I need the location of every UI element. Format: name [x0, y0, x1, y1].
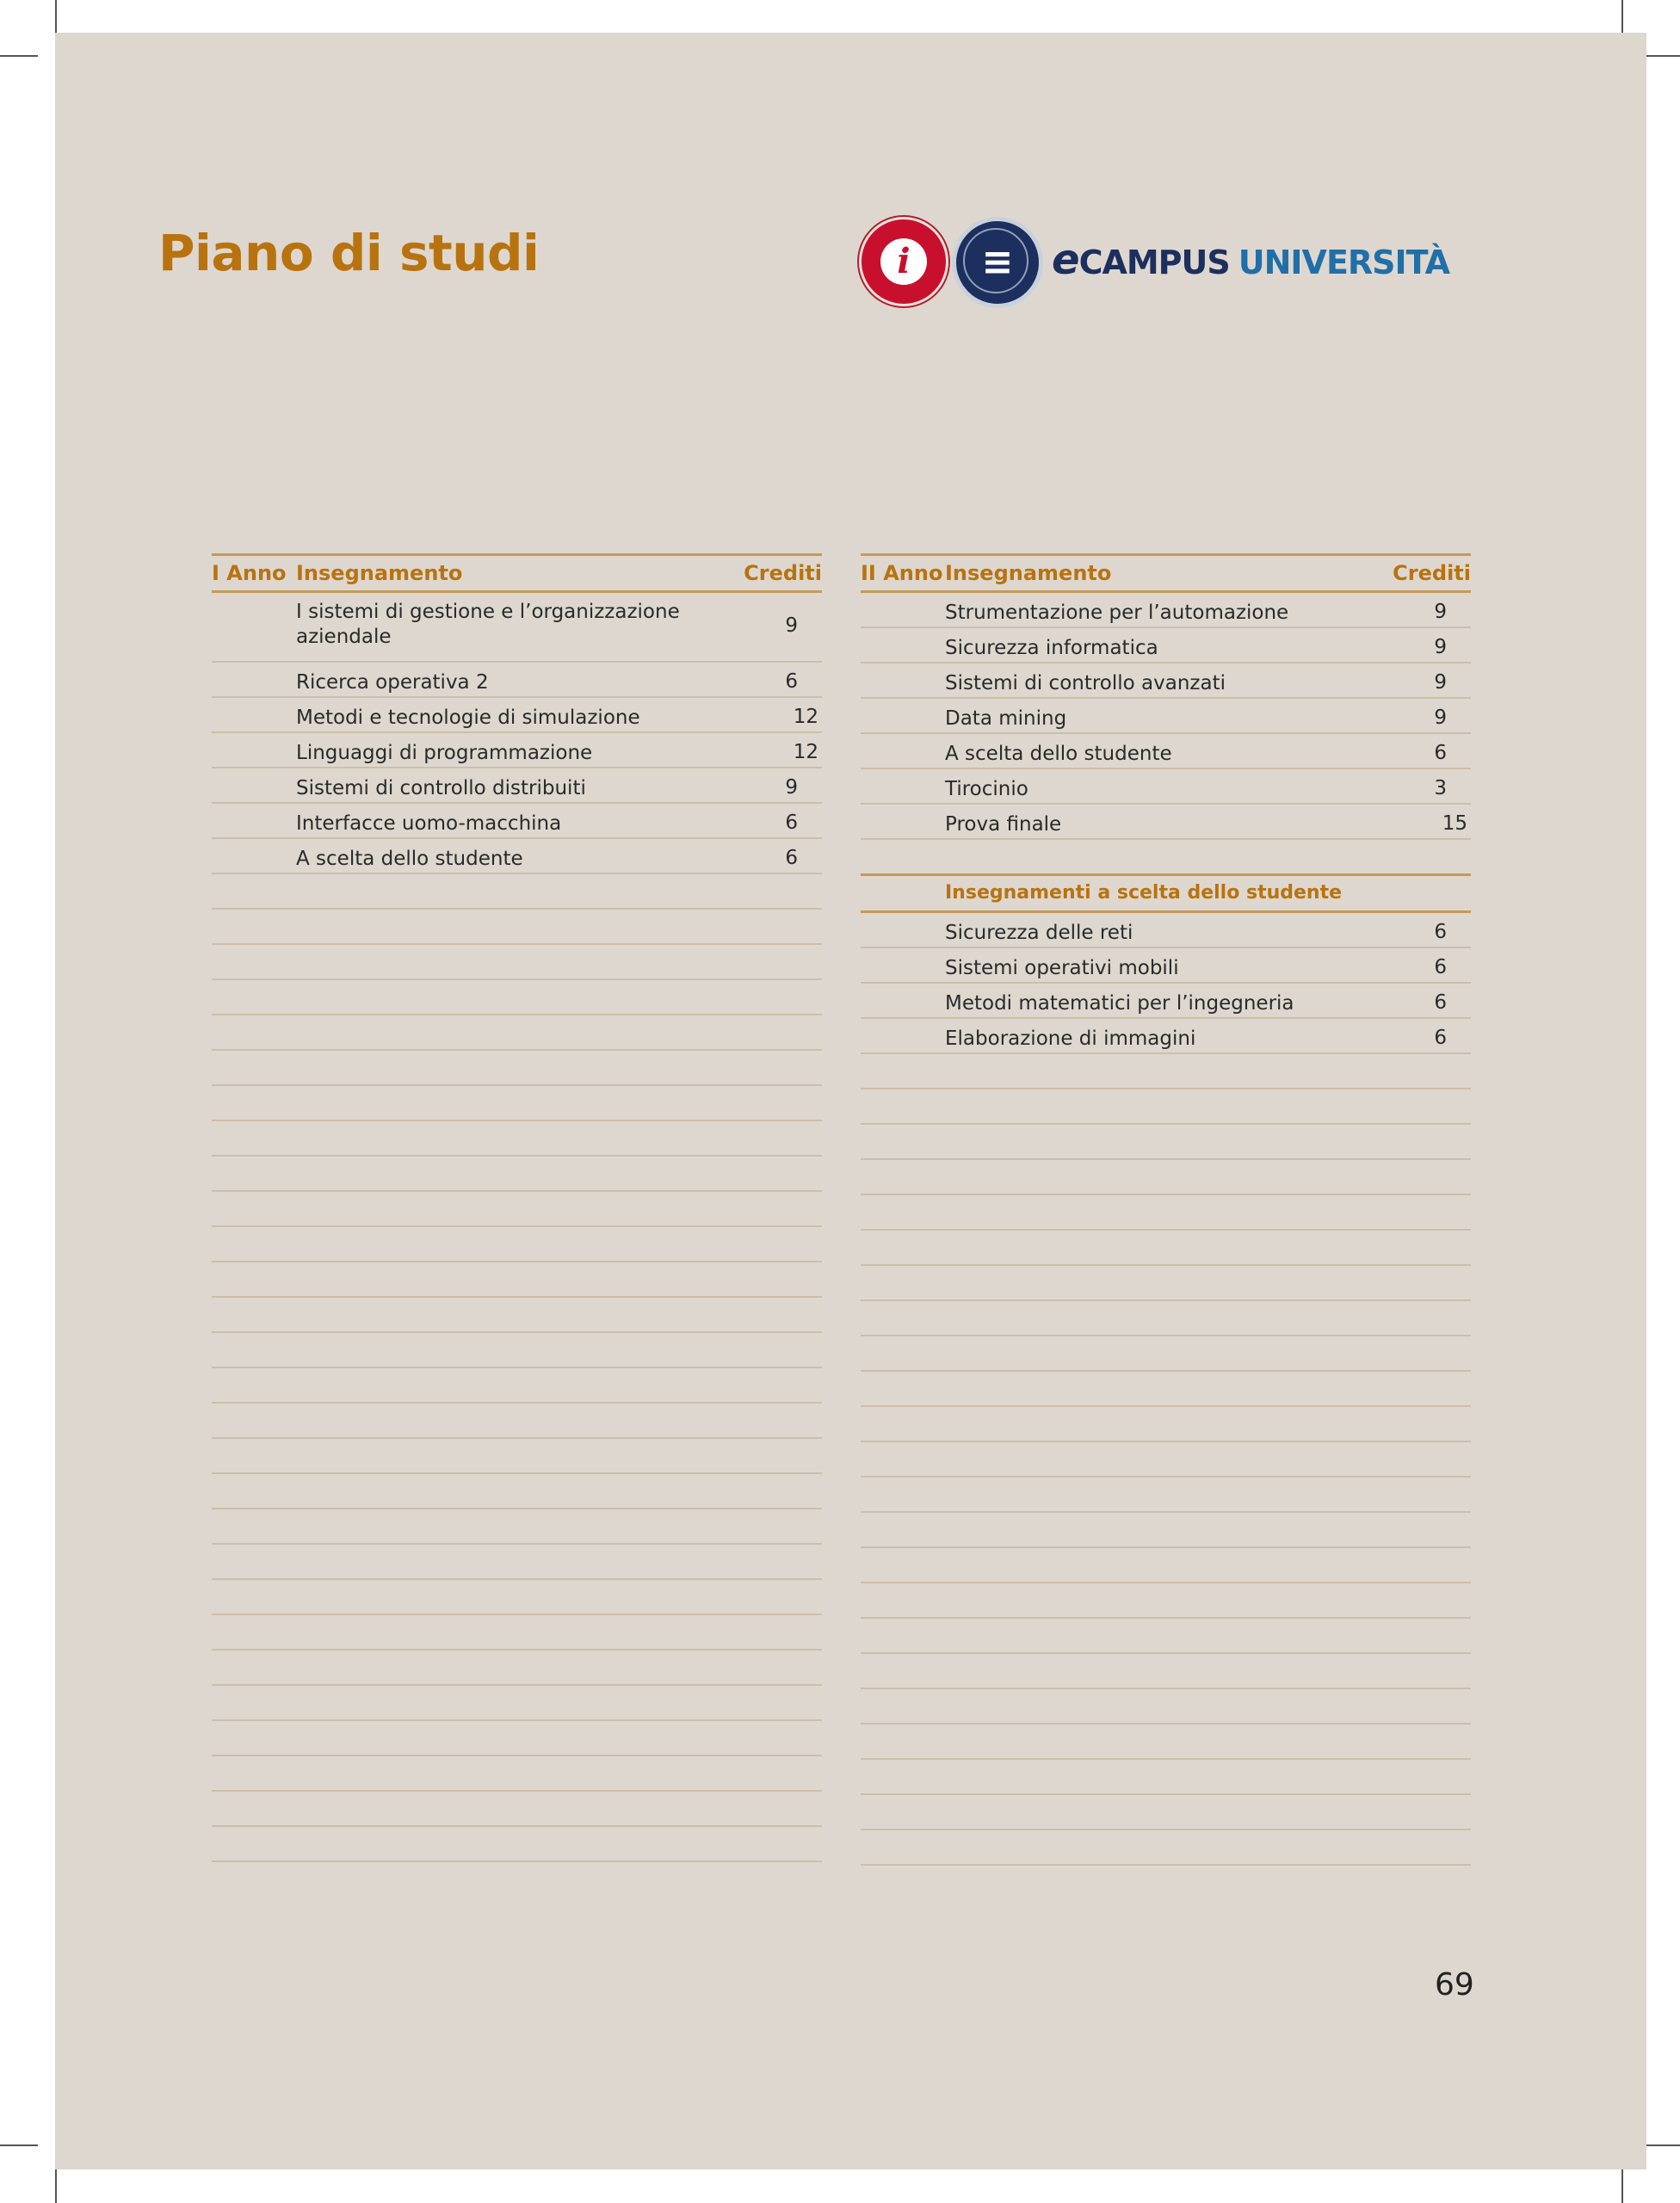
table-row: Sicurezza informatica 9 — [861, 628, 1471, 663]
crop-mark — [55, 2169, 57, 2203]
crop-mark — [0, 55, 38, 57]
table-row-empty — [212, 1615, 822, 1651]
table-row: Elaborazione di immagini 6 — [861, 1019, 1471, 1054]
table-row-empty — [212, 1051, 822, 1086]
table-row-empty — [212, 1827, 822, 1862]
table-row-empty — [212, 1015, 822, 1051]
ecampus-seal-icon: ≡ — [952, 217, 1043, 308]
table-row-empty — [212, 1545, 822, 1580]
page — [55, 33, 1646, 2169]
crop-mark — [1642, 55, 1680, 57]
table-row-empty — [212, 1121, 822, 1157]
table-row: Metodi matematici per l’ingegneria 6 — [861, 984, 1471, 1019]
table-row-empty — [212, 1262, 822, 1298]
table-row-empty — [861, 1478, 1471, 1513]
table-row-empty — [861, 1336, 1471, 1372]
table-row-empty — [861, 1619, 1471, 1654]
table-row-empty — [212, 945, 822, 980]
table-row-empty — [861, 1548, 1471, 1583]
table-row-empty — [861, 1407, 1471, 1442]
table-row-empty — [861, 1760, 1471, 1795]
year1-table-header: I Anno Insegnamento Crediti — [212, 553, 822, 593]
table-row: Sicurezza delle reti 6 — [861, 913, 1471, 948]
page-title: Piano di studi — [158, 224, 540, 282]
year2-table-header: II Anno Insegnamento Crediti — [861, 553, 1471, 593]
table-row-empty — [861, 1689, 1471, 1725]
table-row-empty — [861, 1795, 1471, 1830]
page-number: 69 — [1435, 1967, 1474, 2002]
table-row-empty — [212, 1404, 822, 1439]
table-row: Strumentazione per l’automazione 9 — [861, 593, 1471, 628]
table-row-empty — [212, 1580, 822, 1615]
table-row: Ricerca operativa 2 6 — [212, 663, 822, 698]
crop-mark — [1642, 2144, 1680, 2146]
table-row-empty — [861, 1231, 1471, 1266]
table-row-empty — [861, 1513, 1471, 1548]
table-row-empty — [212, 1509, 822, 1545]
table-row-empty — [861, 1301, 1471, 1336]
table-row-empty — [212, 1686, 822, 1721]
table-row: I sistemi di gestione e l’organizzazione aziendale 9 — [212, 593, 822, 663]
table-row-empty — [212, 1721, 822, 1756]
table-row-empty — [212, 1474, 822, 1509]
table-row: Sistemi di controllo avanzati 9 — [861, 663, 1471, 699]
table-row-empty — [861, 1830, 1471, 1866]
table-row-empty — [861, 1372, 1471, 1407]
table-row-empty — [861, 1054, 1471, 1089]
table-row-empty — [861, 1583, 1471, 1619]
table-row-empty — [861, 1725, 1471, 1760]
table-row: Metodi e tecnologie di simulazione 12 — [212, 698, 822, 733]
table-row-empty — [212, 1651, 822, 1686]
table-row: Tirocinio 3 — [861, 769, 1471, 805]
table-row-empty — [212, 1792, 822, 1827]
table-row-empty — [212, 1086, 822, 1121]
table-row-empty — [212, 1333, 822, 1368]
ecampus-logo — [859, 217, 1479, 312]
table-row-empty — [212, 1368, 822, 1404]
year2-table — [861, 553, 1471, 1866]
crop-mark — [1621, 2169, 1623, 2203]
table-row-empty — [861, 840, 1471, 873]
table-row: Prova finale 15 — [861, 805, 1471, 840]
table-row: A scelta dello studente 6 — [861, 734, 1471, 769]
table-row-empty — [861, 1089, 1471, 1125]
crop-mark — [1621, 0, 1623, 34]
table-row-empty — [212, 1439, 822, 1474]
table-row-empty — [861, 1195, 1471, 1231]
table-row: Interfacce uomo-macchina 6 — [212, 804, 822, 839]
table-row-empty — [861, 1654, 1471, 1689]
table-row-empty — [212, 1157, 822, 1192]
table-row-empty — [212, 980, 822, 1015]
crop-mark — [55, 0, 57, 34]
table-row: Sistemi operativi mobili 6 — [861, 948, 1471, 984]
table-row-empty — [861, 1160, 1471, 1195]
brand-wordmark: eCAMPUS UNIVERSITÀ — [1052, 236, 1450, 284]
table-row-empty — [861, 1442, 1471, 1478]
crop-mark — [0, 2144, 38, 2146]
info-badge-icon: i — [859, 217, 948, 306]
table-row: Linguaggi di programmazione 12 — [212, 733, 822, 768]
table-row-empty — [212, 1298, 822, 1333]
table-row-empty — [861, 1125, 1471, 1160]
table-row-empty — [212, 874, 822, 910]
table-row-empty — [212, 910, 822, 945]
table-row-empty — [212, 1756, 822, 1792]
table-row-empty — [212, 1192, 822, 1227]
electives-header: Insegnamenti a scelta dello studente — [861, 873, 1471, 913]
table-row-empty — [212, 1227, 822, 1262]
table-row: Sistemi di controllo distribuiti 9 — [212, 768, 822, 804]
year1-table — [212, 553, 822, 1862]
table-row-empty — [861, 1266, 1471, 1301]
table-row: Data mining 9 — [861, 699, 1471, 734]
table-row: A scelta dello studente 6 — [212, 839, 822, 874]
